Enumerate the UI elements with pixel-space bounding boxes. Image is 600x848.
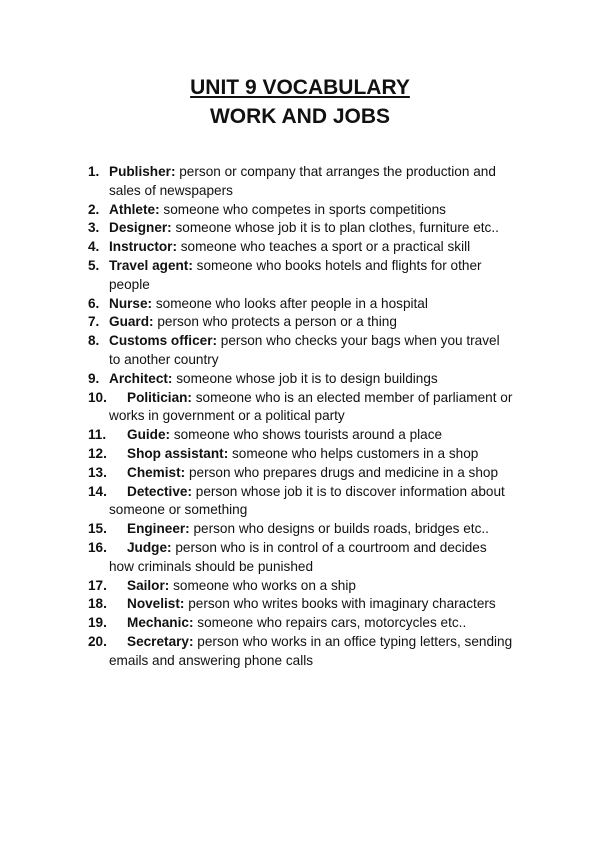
- vocab-term: Travel agent:: [109, 257, 193, 273]
- vocab-definition: person who is in control of a courtroom and decides: [175, 539, 487, 555]
- vocab-item: [88, 219, 538, 238]
- vocab-term: Customs officer:: [109, 333, 218, 349]
- vocab-definition: someone who shows tourists around a place: [173, 427, 443, 443]
- item-number: 13.: [88, 464, 107, 480]
- vocab-item: [88, 201, 538, 220]
- vocab-definition-continued: how criminals should be punished: [109, 558, 314, 574]
- vocab-item: [88, 464, 538, 483]
- item-number: 10.: [88, 389, 107, 405]
- vocab-definition-continued: to another country: [109, 351, 219, 367]
- item-number: 19.: [88, 615, 107, 631]
- vocab-item: [88, 577, 538, 596]
- item-number: 17.: [88, 577, 107, 593]
- vocab-item: [88, 370, 538, 389]
- vocab-item: [88, 539, 538, 577]
- item-number: 1.: [88, 164, 100, 179]
- vocab-term: Publisher:: [109, 164, 176, 179]
- item-number: 3.: [88, 220, 100, 236]
- vocab-definition: someone who helps customers in a shop: [232, 445, 479, 461]
- vocab-term: Architect:: [109, 370, 173, 386]
- vocab-definition: person whose job it is to discover information about: [195, 483, 505, 499]
- vocab-term: Secretary:: [127, 633, 194, 649]
- vocab-definition: someone who repairs cars, motorcycles etc..: [197, 615, 467, 631]
- vocab-definition-continued: emails and answering phone calls: [109, 652, 314, 668]
- vocab-item: [88, 295, 538, 314]
- vocab-item: [88, 163, 538, 201]
- document-title: UNIT 9 VOCABULARY: [190, 76, 410, 99]
- vocab-term: Guide:: [127, 427, 171, 443]
- vocab-definition: someone who books hotels and flights for other: [196, 257, 482, 273]
- vocab-term: Novelist:: [127, 596, 185, 612]
- item-number: 12.: [88, 445, 107, 461]
- vocab-term: Politician:: [127, 389, 192, 405]
- vocab-definition: someone who looks after people in a hospital: [155, 295, 428, 311]
- vocab-definition: someone whose job it is to design buildings: [176, 370, 438, 386]
- vocab-item: [88, 595, 538, 614]
- item-number: 5.: [88, 257, 100, 273]
- vocab-term: Judge:: [127, 539, 172, 555]
- item-number: 11.: [88, 427, 107, 443]
- vocab-item: [88, 633, 538, 671]
- vocab-term: Nurse:: [109, 295, 153, 311]
- item-number: 16.: [88, 539, 107, 555]
- vocab-definition: person who writes books with imaginary characters: [188, 596, 496, 612]
- vocab-term: Mechanic:: [127, 615, 194, 631]
- item-number: 15.: [88, 521, 107, 537]
- vocab-term: Detective:: [127, 483, 192, 499]
- vocab-definition-continued: works in government or a political party: [109, 408, 345, 424]
- vocab-item: [88, 614, 538, 633]
- vocab-definition-continued: sales of newspapers: [109, 182, 233, 198]
- vocab-definition: person who prepares drugs and medicine in a shop: [188, 464, 499, 480]
- vocab-definition-continued: someone or something: [109, 502, 248, 518]
- vocab-item: [88, 520, 538, 539]
- vocab-definition: person or company that arranges the production and: [179, 164, 496, 179]
- vocab-item: [88, 257, 538, 295]
- item-number: 8.: [88, 333, 100, 349]
- vocab-term: Engineer:: [127, 521, 190, 537]
- item-number: 2.: [88, 201, 100, 217]
- vocab-term: Chemist:: [127, 464, 186, 480]
- vocab-item: [88, 426, 538, 445]
- vocab-item: [88, 238, 538, 257]
- document-subtitle: WORK AND JOBS: [209, 105, 391, 128]
- vocab-definition: someone whose job it is to plan clothes, furniture etc..: [175, 220, 499, 236]
- vocabulary-list: [88, 163, 538, 671]
- item-number: 9.: [88, 370, 100, 386]
- vocab-definition: person who protects a person or a thing: [157, 314, 397, 330]
- vocab-term: Shop assistant:: [127, 445, 229, 461]
- vocab-term: Instructor:: [109, 239, 177, 255]
- item-number: 14.: [88, 483, 107, 499]
- vocab-definition: person who works in an office typing letters, sending: [197, 633, 513, 649]
- vocab-term: Athlete:: [109, 201, 160, 217]
- vocab-item: [88, 445, 538, 464]
- vocab-definition: someone who competes in sports competitions: [163, 201, 446, 217]
- vocab-item: [88, 313, 538, 332]
- vocab-term: Designer:: [109, 220, 172, 236]
- vocab-definition: someone who works on a ship: [173, 577, 356, 593]
- item-number: 18.: [88, 596, 107, 612]
- item-number: 7.: [88, 314, 100, 330]
- vocab-term: Sailor:: [127, 577, 170, 593]
- vocab-item: [88, 389, 538, 427]
- vocab-item: [88, 483, 538, 521]
- vocab-definition: person who designs or builds roads, bridges etc..: [193, 521, 489, 537]
- vocab-term: Guard:: [109, 314, 154, 330]
- vocab-definition: person who checks your bags when you travel: [220, 333, 500, 349]
- item-number: 6.: [88, 295, 100, 311]
- vocab-definition-continued: people: [109, 276, 150, 292]
- vocab-definition: someone who is an elected member of parliament or: [195, 389, 513, 405]
- item-number: 20.: [88, 633, 107, 649]
- vocab-definition: someone who teaches a sport or a practical skill: [180, 239, 471, 255]
- item-number: 4.: [88, 239, 100, 255]
- vocab-item: [88, 332, 538, 370]
